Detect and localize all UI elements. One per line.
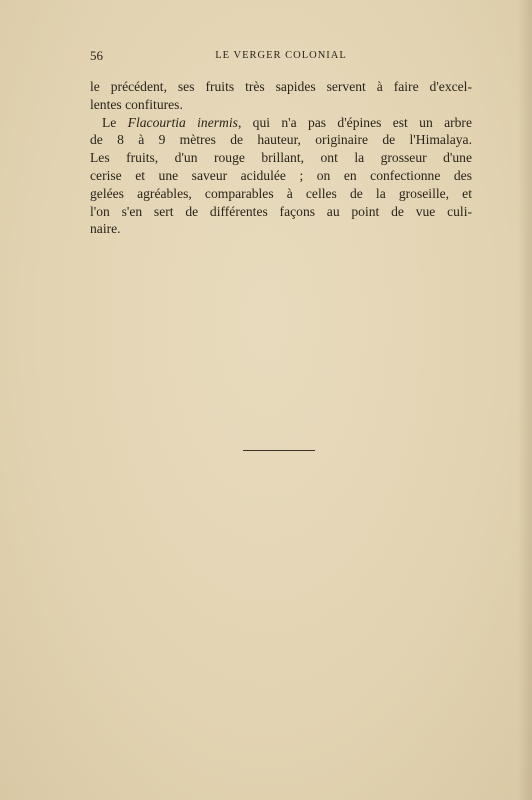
text-fragment: Le — [102, 114, 128, 130]
text-line: gelées agréables, comparables à celles de la groseille, et — [90, 185, 472, 201]
body-text — [90, 78, 472, 238]
text-line: de 8 à 9 mètres de hauteur, originaire de l'Himalaya. — [90, 132, 472, 148]
page-header — [90, 48, 472, 68]
running-title: LE VERGER COLONIAL — [215, 50, 347, 61]
text-line: naire. — [90, 221, 121, 237]
page-number: 56 — [90, 48, 103, 63]
text-line: l'on s'en sert de différentes façons au point de vue culi- — [90, 203, 472, 219]
text-line: cerise et une saveur acidulée ; on en confectionne des — [90, 167, 472, 183]
text-line: Les fruits, d'un rouge brillant, ont la grosseur d'une — [90, 150, 472, 166]
page-edge-shadow — [518, 0, 532, 800]
species-name: Flacourtia inermis — [127, 114, 238, 130]
text-line: le précédent, ses fruits très sapides servent à faire d'excel- — [90, 79, 472, 94]
text-fragment: , qui n'a pas d'épines est un arbre — [237, 114, 472, 130]
text-line — [90, 114, 472, 132]
text-line: lentes confitures. — [90, 96, 183, 112]
end-rule — [243, 450, 315, 451]
